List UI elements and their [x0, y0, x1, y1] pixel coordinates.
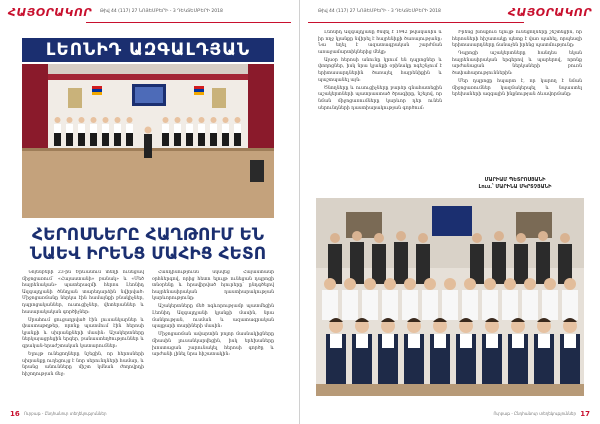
paragraph: Իրենց խոսքում ելույթ ունեցողները շեշտեցին, որ հերոսների հիշատակը պետք է վառ պահել, որպեսզի երիտասարդները ճանաչեն իրենց պատմությունը:: [452, 30, 582, 49]
paragraph: Այսօր հերոսի անունը կրում են դպրոցներ և փողոցներ, իսկ նրա կյանքի օրինակը ոգեշնչում է երիտասարդներին ծառայել հայրենիքին և պաշտպանել այն:: [318, 57, 442, 83]
issue-line: Թիվ 44 (117) 27 ՆՈՅԵՄԲԵՐԻ - 3 ԴԵԿՏԵՄԲԵՐԻ 2018: [100, 9, 223, 14]
group-photo: [316, 198, 584, 396]
page-header: [8, 6, 291, 20]
footer-text: Ուրբաթ - Ընդհանուր տեղեկություններ: [493, 411, 576, 416]
paragraph: Միջոցառման ավարտին բոլոր մասնակիցները միասին լուսանկարվեցին, իսկ երեխաները խոստացան շարունակել հերոսի գործը և արժանի լինել նրա հիշատակին:: [152, 332, 274, 358]
title-line-2: ՆԱԵՎ ԻՐԵՆՑ ՄԱՀԻՑ ՀԵՏՈ: [29, 244, 267, 264]
right-column-1: [318, 30, 442, 180]
page-number: 16: [10, 410, 20, 418]
stage-photo-image: [22, 64, 274, 218]
magazine-logo: ՀԱՅՕՐԱԿՈՐ: [507, 6, 592, 19]
paragraph: Աշակերտները մեծ ոգևորությամբ պատմեցին Լեոնիդ Ազգալդյանի կյանքի մասին, նրա մանկության, ուսման և ազատագրական պայքարի տարիների մասին:: [152, 304, 274, 330]
group-photo-image: [316, 198, 584, 396]
magazine-logo: ՀԱՅՕՐԱԿՈՐ: [8, 6, 93, 19]
author-signature: [450, 177, 580, 191]
right-page: [300, 0, 600, 424]
left-column-2: [152, 270, 274, 408]
page-footer: [10, 410, 289, 418]
paragraph: Ելույթ ունեցողները նշեցին, որ հերոսների սխրանքը ուղեցույց է նոր սերունդների համար, և նրանց անունները միշտ կմնան ժողովրդի հիշողության մեջ:: [22, 352, 144, 377]
name-banner: ԼԵՈՆԻԴ ԱԶԳԱԼԴՅԱՆ: [22, 38, 274, 62]
paragraph: Մեր դպրոցը հպարտ է, որ կարող է նման միջոցառումներ կազմակերպել և նպաստել երեխաների ազգային ինքնության ձևավորմանը:: [452, 79, 582, 98]
page-header: [308, 6, 592, 20]
photo-credit: Լուս.՝ ՄԱՐԻՆԱ ՄԿՐՏՉՅԱՆԻ: [478, 184, 552, 190]
right-column-2: [452, 30, 582, 174]
header-rule: [308, 22, 524, 23]
article-title: [14, 226, 282, 264]
author-name: ՄԱՐԻԱՄ ՊԵՏՐՈՍՅԱՆԻ: [484, 177, 546, 183]
paragraph: Նոյեմբերի 23-ին Երևանում տեղի ունեցավ միջոցառում՝ «Հայաստանի» բանակ» և «Մեծ հայրենական» պատերազմի հերոս Լեոնիդ Ազգալդյանի ծննդյան տարեդարձին նվիրված: Միջոցառմանը ներկա էին համայնքի բնակիչներ, դպրոցականներ, ուսուցիչներ, վետերաններ և հասարակական գործիչներ:: [22, 270, 144, 315]
paragraph: Սրահում ցուցադրված էին լուսանկարներ և փաստաթղթեր, որոնք պատմում էին հերոսի կյանքի և սխրանքների մասին: Աշակերտները ներկայացրեցին երգեր, բանաստեղծություններ և գրական-երաժշտական կատարումներ:: [22, 317, 144, 350]
paragraph: Ծնողները և ուսուցիչները բարձր գնահատեցին աշակերտների պատրաստած ծրագիրը, նշելով, որ նման միջոցառումները կարևոր դեր ունեն սերունդների դաստիարակության գործում:: [318, 85, 442, 111]
stage-photo: [22, 64, 274, 218]
paragraph: Դպրոցի աշակերտները հանդես եկան հայրենասիրական երգերով և պարերով, որոնք արժանացան ներկաների բուռն ծափահարություններին:: [452, 51, 582, 77]
header-rule: [86, 22, 291, 23]
page-number: 17: [580, 410, 590, 418]
footer-text: Ուրբաթ - Ընդհանուր տեղեկություններ: [24, 411, 107, 416]
left-column-1: [22, 270, 144, 408]
issue-line: Թիվ 44 (117) 27 ՆՈՅԵՄԲԵՐԻ - 3 ԴԵԿՏԵՄԲԵՐԻ 2018: [318, 9, 441, 14]
page-footer: [310, 410, 590, 418]
paragraph: Լեոնիդ Ազգալդյանը ծնվել է 1942 թվականին և իր ողջ կյանքը նվիրել է հայրենիքի ծառայությանը: Նա եղել է ազատագրական շարժման առաջամարտիկներից մեկը:: [318, 30, 442, 55]
title-line-1: ՀԵՐՈՍՆԵՐԸ ՀԱՂԹՈՒՄ ԵՆ: [32, 225, 264, 245]
paragraph: Հանդիսությունն սկսվեց Հայաստանի օրհներգով, որից հետո ելույթ ունեցան դպրոցի տնօրենը և հրավիրված հյուրերը՝ ընդգծելով հայրենասիրական դաստիարակության կարևորությունը:: [152, 270, 274, 302]
